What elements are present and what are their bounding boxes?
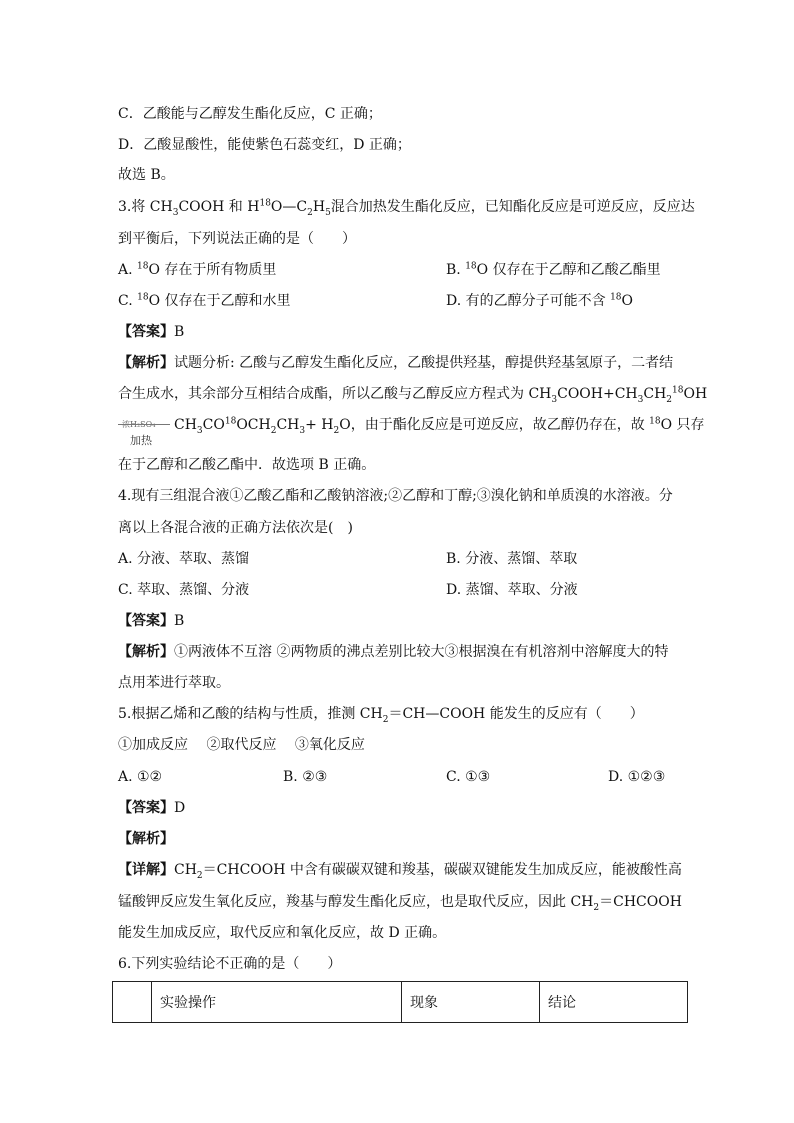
question-4-option-b: B. 分液、蒸馏、萃取 [446,551,578,567]
paragraph-option-c-explanation: C．乙酸能与乙醇发生酯化反应，C 正确； [118,106,382,122]
paragraph-option-d-explanation: D．乙酸显酸性，能使紫色石蕊变红，D 正确； [118,137,411,153]
paragraph-choose-b: 故选 B。 [118,167,175,183]
question-5-detail-line2: 锰酸钾反应发生氧化反应，羧基与醇发生酯化反应，也是取代反应，因此 $CH_2=CHCOOH$ [118,894,682,913]
question-4-option-d: D. 蒸馏、萃取、分液 [446,582,578,598]
question-4-stem-line2: 离以上各混合液的正确方法依次是( ) [118,520,353,536]
question-5-option-b: B. ②③ [283,769,328,785]
question-3-option-c: C. $^{18}$O 仅存在于乙醇和水里 [118,292,291,309]
question-3-analysis-line2: 合生成水，其余部分互相结合成酯，所以乙酸与乙醇反应方程式为 $CH_3COOH+CH_3CH_2^{18}OH$ [118,385,708,405]
question-3-stem-line2: 到平衡后，下列说法正确的是（ ） [118,231,356,247]
question-4-option-a: A. 分液、萃取、蒸馏 [118,551,250,567]
question-3-analysis-line3: 浓H₂SO₄ 加热 $CH_3CO^{18}OCH_2CH_3+ H_2O$，由于酯化反应是可逆反应，故乙醇仍存在，故 $^{18}$O 只存 [118,410,705,440]
question-3-analysis-line1: 【解析】试题分析: 乙酸与乙醇发生酯化反应，乙酸提供羟基，醇提供羟基氢原子，二者结 [118,355,674,371]
question-5-detail-line3: 能发生加成反应，取代反应和氧化反应，故 D 正确。 [118,925,447,941]
table-header-cell: 结论 [540,982,688,1023]
question-5-stem: 5.根据乙烯和乙酸的结构与性质，推测 $CH_2=CH—COOH$ 能发生的反应有（ ） [118,706,644,725]
question-4-analysis-line1: 【解析】①两液体不互溶 ②两物质的沸点差别比较大③根据溴在有机溶剂中溶解度大的特 [118,644,669,660]
question-5-option-c: C. ①③ [446,769,491,785]
question-5-detail-line1: 【详解】$CH_2=CHCOOH$ 中含有碳碳双键和羧基，碳碳双键能发生加成反应，能被酸性高 [118,862,682,881]
question-4-answer: 【答案】B [118,613,185,629]
table-header-cell [113,982,152,1023]
question-3-option-a: A. $^{18}$O 存在于所有物质里 [118,261,277,278]
question-5-reaction-list: ①加成反应 ②取代反应 ③氧化反应 [118,737,365,753]
question-5-answer: 【答案】D [118,800,186,816]
question-3-analysis-line4: 在于乙醇和乙酸乙酯中．故选项 B 正确。 [118,457,376,473]
question-4-analysis-line2: 点用苯进行萃取。 [118,675,230,691]
question-5-analysis-label: 【解析】 [118,831,174,847]
table-header-cell: 实验操作 [152,982,402,1023]
question-6-stem: 6.下列实验结论不正确的是（ ） [118,956,342,972]
experiment-table [112,981,688,1023]
question-3-option-b: B. $^{18}$O 仅存在于乙醇和乙酸乙酯里 [446,261,661,278]
question-3-answer: 【答案】B [118,324,185,340]
question-5-option-a: A. ①② [118,769,163,785]
question-3-stem-line1: 3.将 $CH_3COOH$ 和 $H^{18}O—C_2H_5$混合加热发生酯化反应，已知酯化反应是可逆反应，反应达 [118,198,695,218]
table-header-cell: 现象 [402,982,540,1023]
equilibrium-bar [118,424,170,425]
table-header-row [113,982,688,1023]
question-4-option-c: C. 萃取、蒸馏、分液 [118,582,250,598]
question-5-option-d: D. ①②③ [608,769,666,785]
heating-label: 加热 [130,434,152,447]
question-3-option-d: D. 有的乙醇分子可能不含 $^{18}$O [446,292,634,309]
catalyst-label: 浓H₂SO₄ [122,420,156,429]
question-4-stem-line1: 4.现有三组混合液①乙酸乙酯和乙酸钠溶液;②乙醇和丁醇;③溴化钠和单质溴的水溶液。分 [118,488,673,504]
reaction-condition-arrow [118,410,170,447]
